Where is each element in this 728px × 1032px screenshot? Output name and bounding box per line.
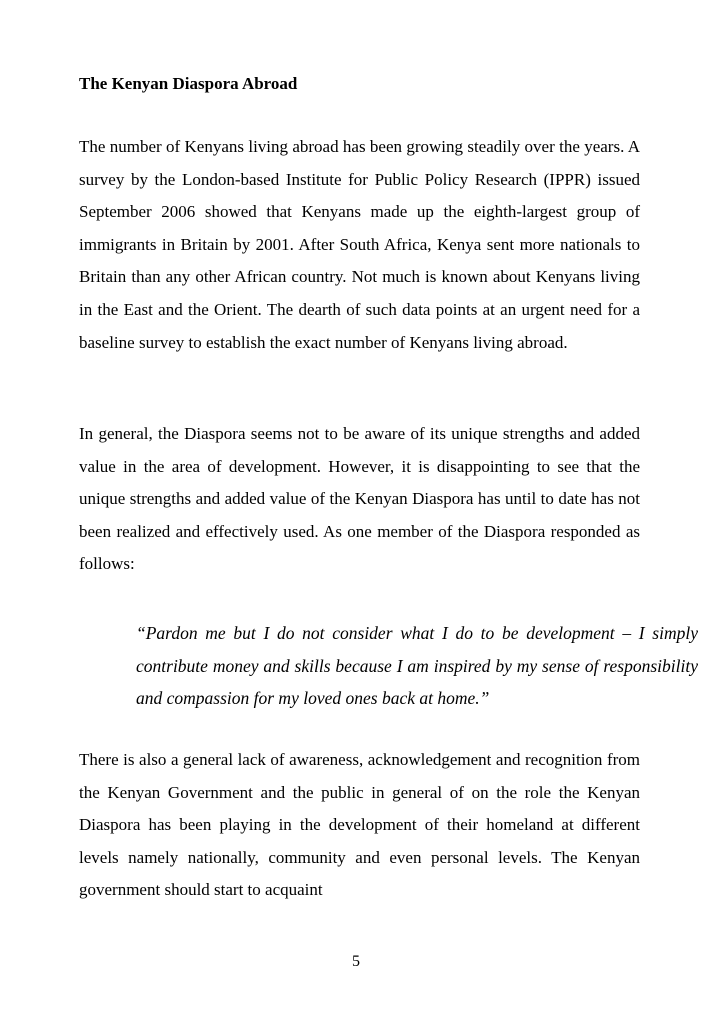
section-heading: The Kenyan Diaspora Abroad [79,74,298,93]
diaspora-member-quote: “Pardon me but I do not consider what I do to be development – I simply contribute money and skills because I am inspired by my sense of responsibility and compassion for my loved ones back at home.” [136,623,698,708]
page-number: 5 [352,953,360,970]
paragraph-diaspora-growth: The number of Kenyans living abroad has been growing steadily over the years. A survey by the London-based Institute for Public Policy Research (IPPR) issued September 2006 showed that Kenyans made up the eighth-largest group of immigrants in Britain by 2001. After South Africa, Kenya sent more nationals to Britain than any other African country. Not much is known about Kenyans living in the East and the Orient. The dearth of such data points at an urgent need for a baseline survey to establish the exact number of Kenyans living abroad. [79,137,640,352]
paragraph-government-recognition: There is also a general lack of awareness, acknowledgement and recognition from the Kenyan Government and the public in general of on the role the Kenyan Diaspora has been playing in the development of their homeland at different levels namely nationally, community and even personal levels. The Kenyan government should start to acquaint [79,750,640,900]
paragraph-diaspora-awareness: In general, the Diaspora seems not to be aware of its unique strengths and added value in the area of development. However, it is disappointing to see that the unique strengths and added value of the Kenyan Diaspora has until to date has not been realized and effectively used. As one member of the Diaspora responded as follows: [79,424,640,574]
